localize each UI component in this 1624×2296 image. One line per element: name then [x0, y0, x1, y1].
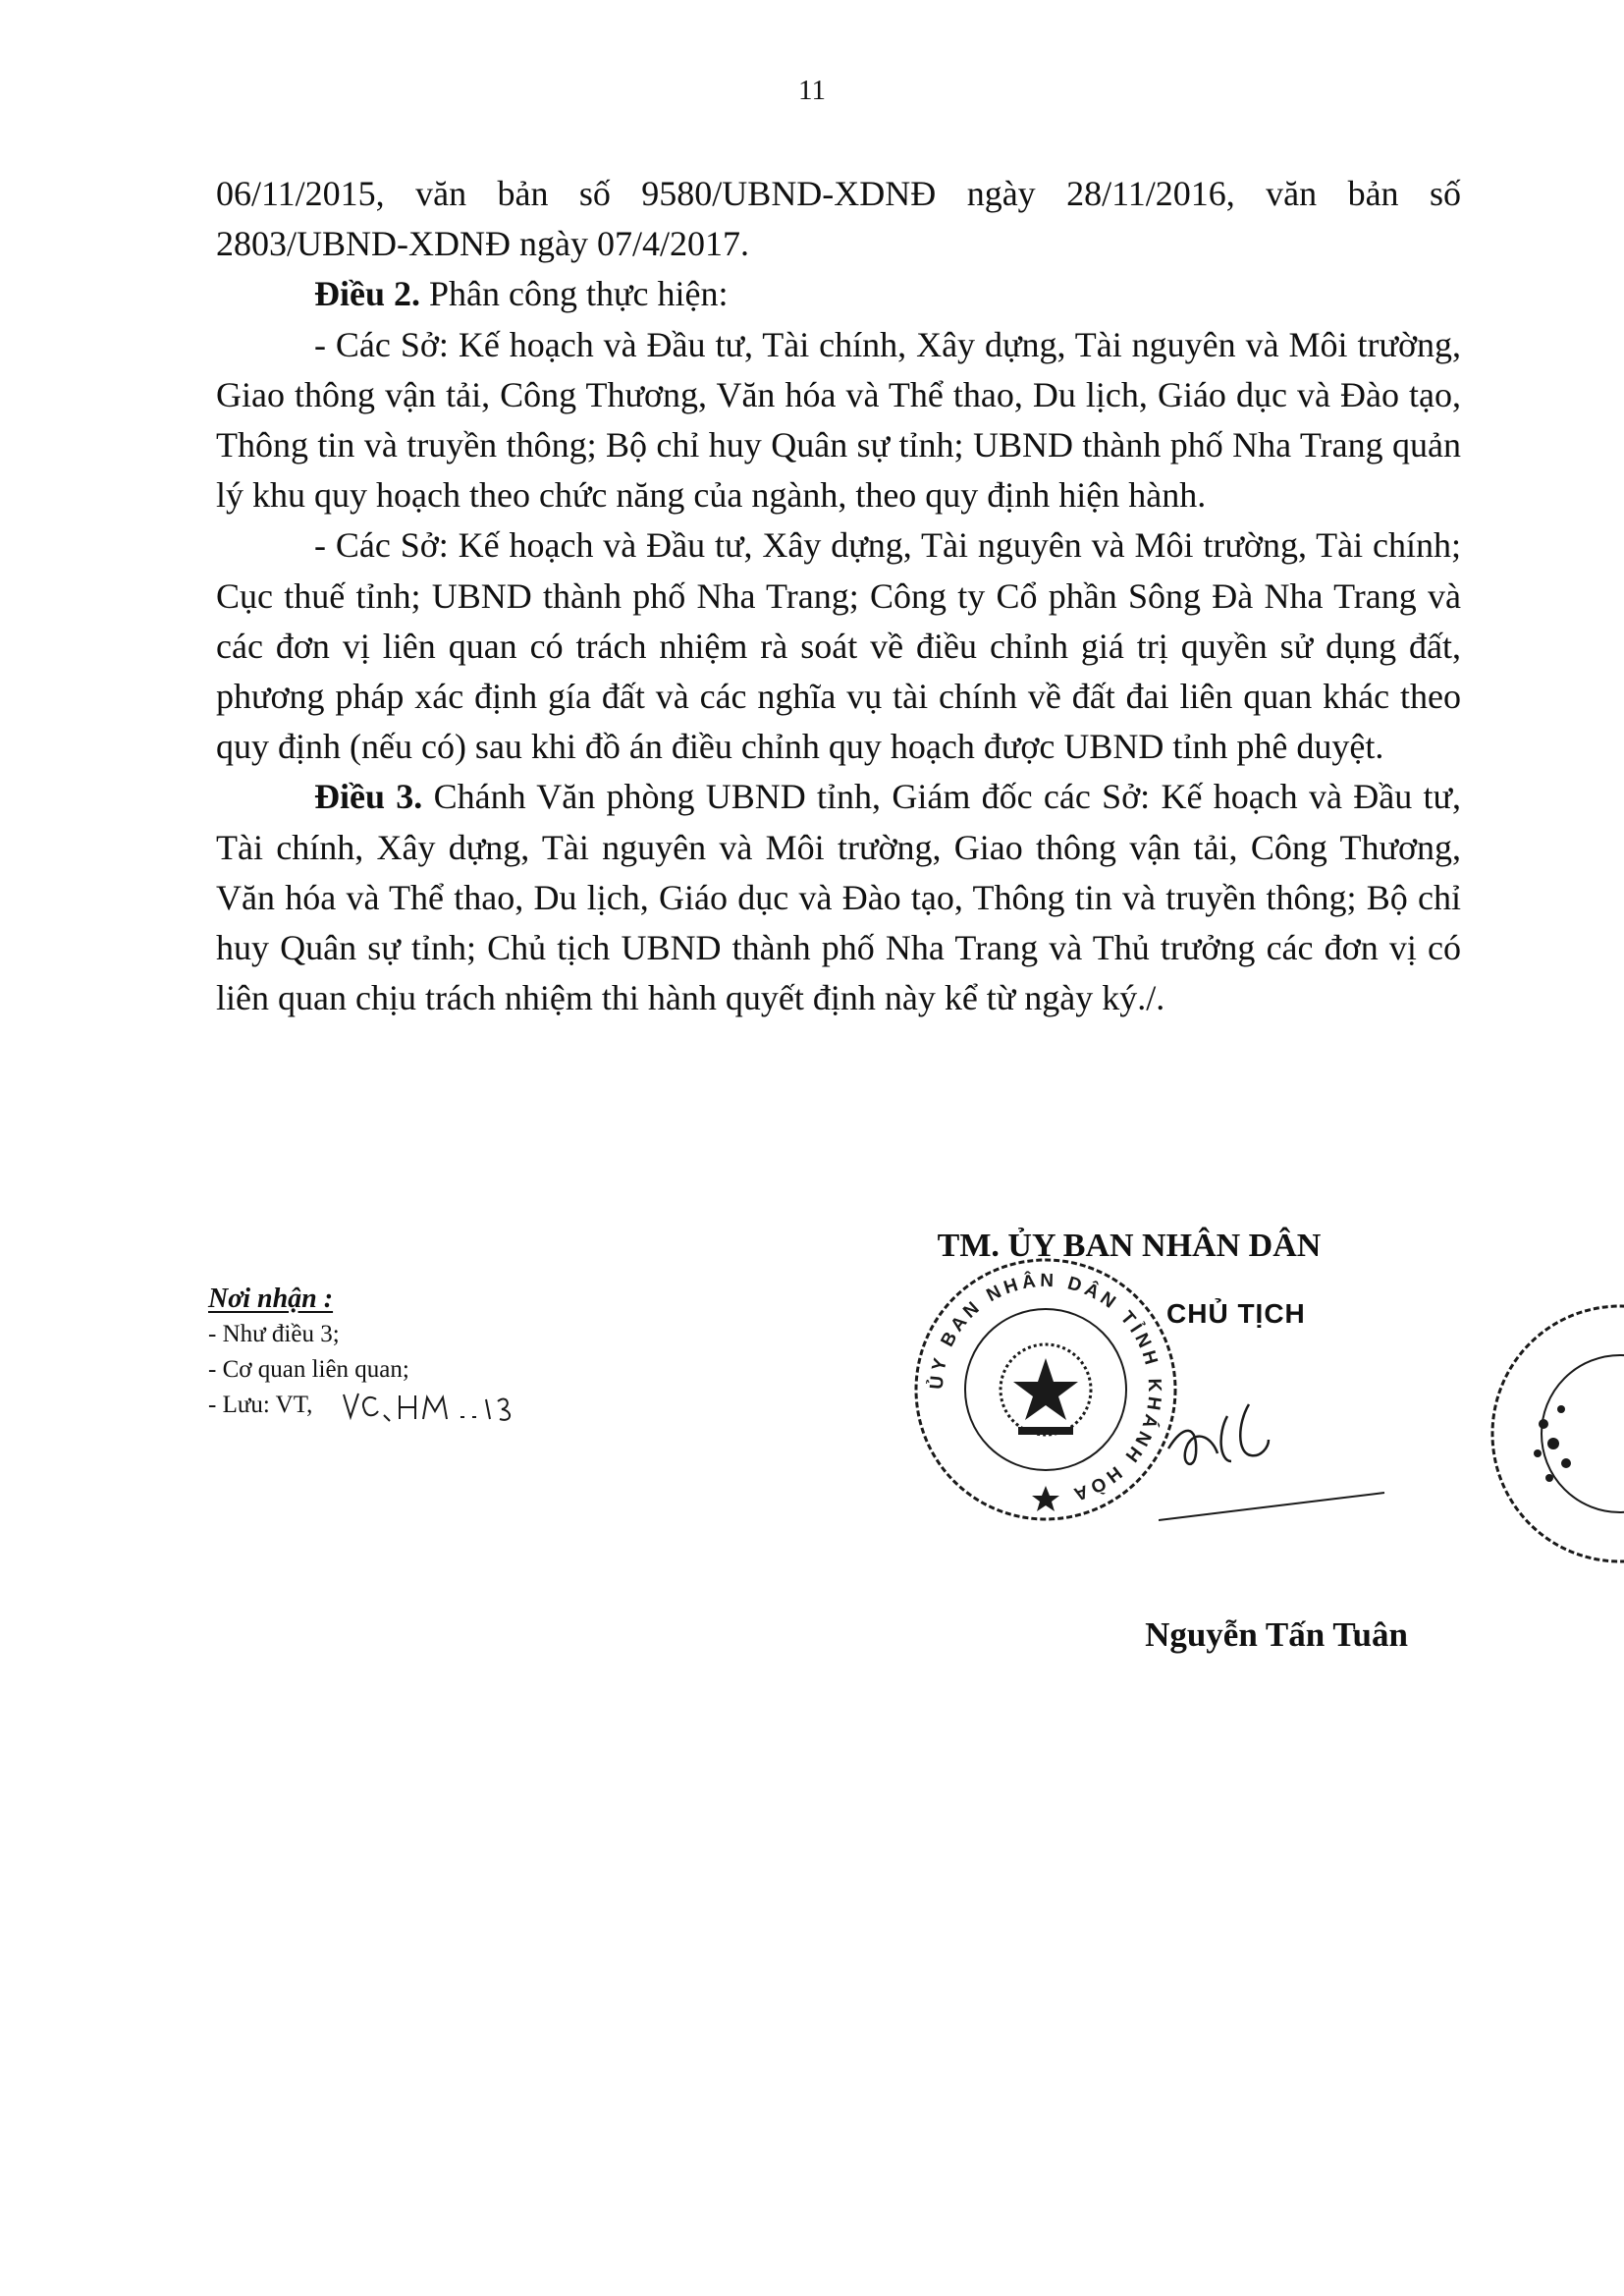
- article-2-title: Phân công thực hiện:: [420, 274, 729, 314]
- recipient-item: - Như điều 3;: [208, 1321, 340, 1347]
- seal-text: ỦY BAN NHÂN DÂN TỈNH KHÁNH HÒA: [926, 1270, 1165, 1505]
- recipient-item-text: - Lưu: VT,: [208, 1392, 313, 1418]
- official-seal: [908, 1252, 1183, 1527]
- article-2-heading: [216, 269, 1461, 319]
- signature-org: TM. ỦY BAN NHÂN DÂN: [937, 1228, 1322, 1264]
- article-3-text: Chánh Văn phòng UBND tỉnh, Giám đốc các Sở: Kế hoạch và Đầu tư, Tài chính, Xây dựng, Tài nguyên và Môi trường, Giao thông vận tải, Công Thương, Văn hóa và Thể thao, Du lịch, Giáo dục và Đào tạo, Thông tin và truyền thông; Bộ chỉ huy Quân sự tỉnh; Chủ tịch UBND thành phố Nha Trang và Thủ trưởng các đơn vị có liên quan chịu trách nhiệm thi hành quyết định này kể từ ngày ký./.: [216, 777, 1462, 1018]
- article-2-item-1: - Các Sở: Kế hoạch và Đầu tư, Tài chính, Xây dựng, Tài nguyên và Môi trường, Giao thông vận tải, Công Thương, Văn hóa và Thể thao, Du lịch, Giáo dục và Đào tạo, Thông tin và truyền thông; Bộ chỉ huy Quân sự tỉnh; UBND thành phố Nha Trang quản lý khu quy hoạch theo chức năng của ngành, theo quy định hiện hành.: [216, 324, 1461, 516]
- document-body: [216, 169, 1461, 1023]
- recipients-title: Nơi nhận :: [208, 1284, 334, 1314]
- signature-role: CHỦ TỊCH: [1166, 1298, 1306, 1329]
- recipient-item: - Cơ quan liên quan;: [208, 1356, 409, 1383]
- handwritten-initials: [339, 1380, 535, 1429]
- article-2-label: Điều 2.: [314, 274, 420, 314]
- signer-name: Nguyễn Tấn Tuân: [1145, 1615, 1408, 1654]
- page-number: 11: [798, 75, 826, 106]
- article-3-label: Điều 3.: [314, 777, 423, 817]
- handwritten-signature: [1159, 1345, 1434, 1542]
- article-2-item-2: - Các Sở: Kế hoạch và Đầu tư, Xây dựng, Tài nguyên và Môi trường, Tài chính; Cục thuế tỉnh; UBND thành phố Nha Trang; Công ty Cổ phần Sông Đà Nha Trang và các đơn vị liên quan có trách nhiệm rà soát về điều chỉnh giá trị quyền sử dụng đất, phương pháp xác định gía đất và các nghĩa vụ tài chính về đất đai liên quan khác theo quy định (nếu có) sau khi đồ án điều chỉnh quy hoạch được UBND tỉnh phê duyệt.: [216, 525, 1461, 767]
- article-3-paragraph: [216, 772, 1461, 1023]
- paragraph-continuation: 06/11/2015, văn bản số 9580/UBND-XDNĐ ngày 28/11/2016, văn bản số 2803/UBND-XDNĐ ngày 07/4/2017.: [216, 174, 1461, 264]
- page-edge-seal: [1473, 1286, 1624, 1581]
